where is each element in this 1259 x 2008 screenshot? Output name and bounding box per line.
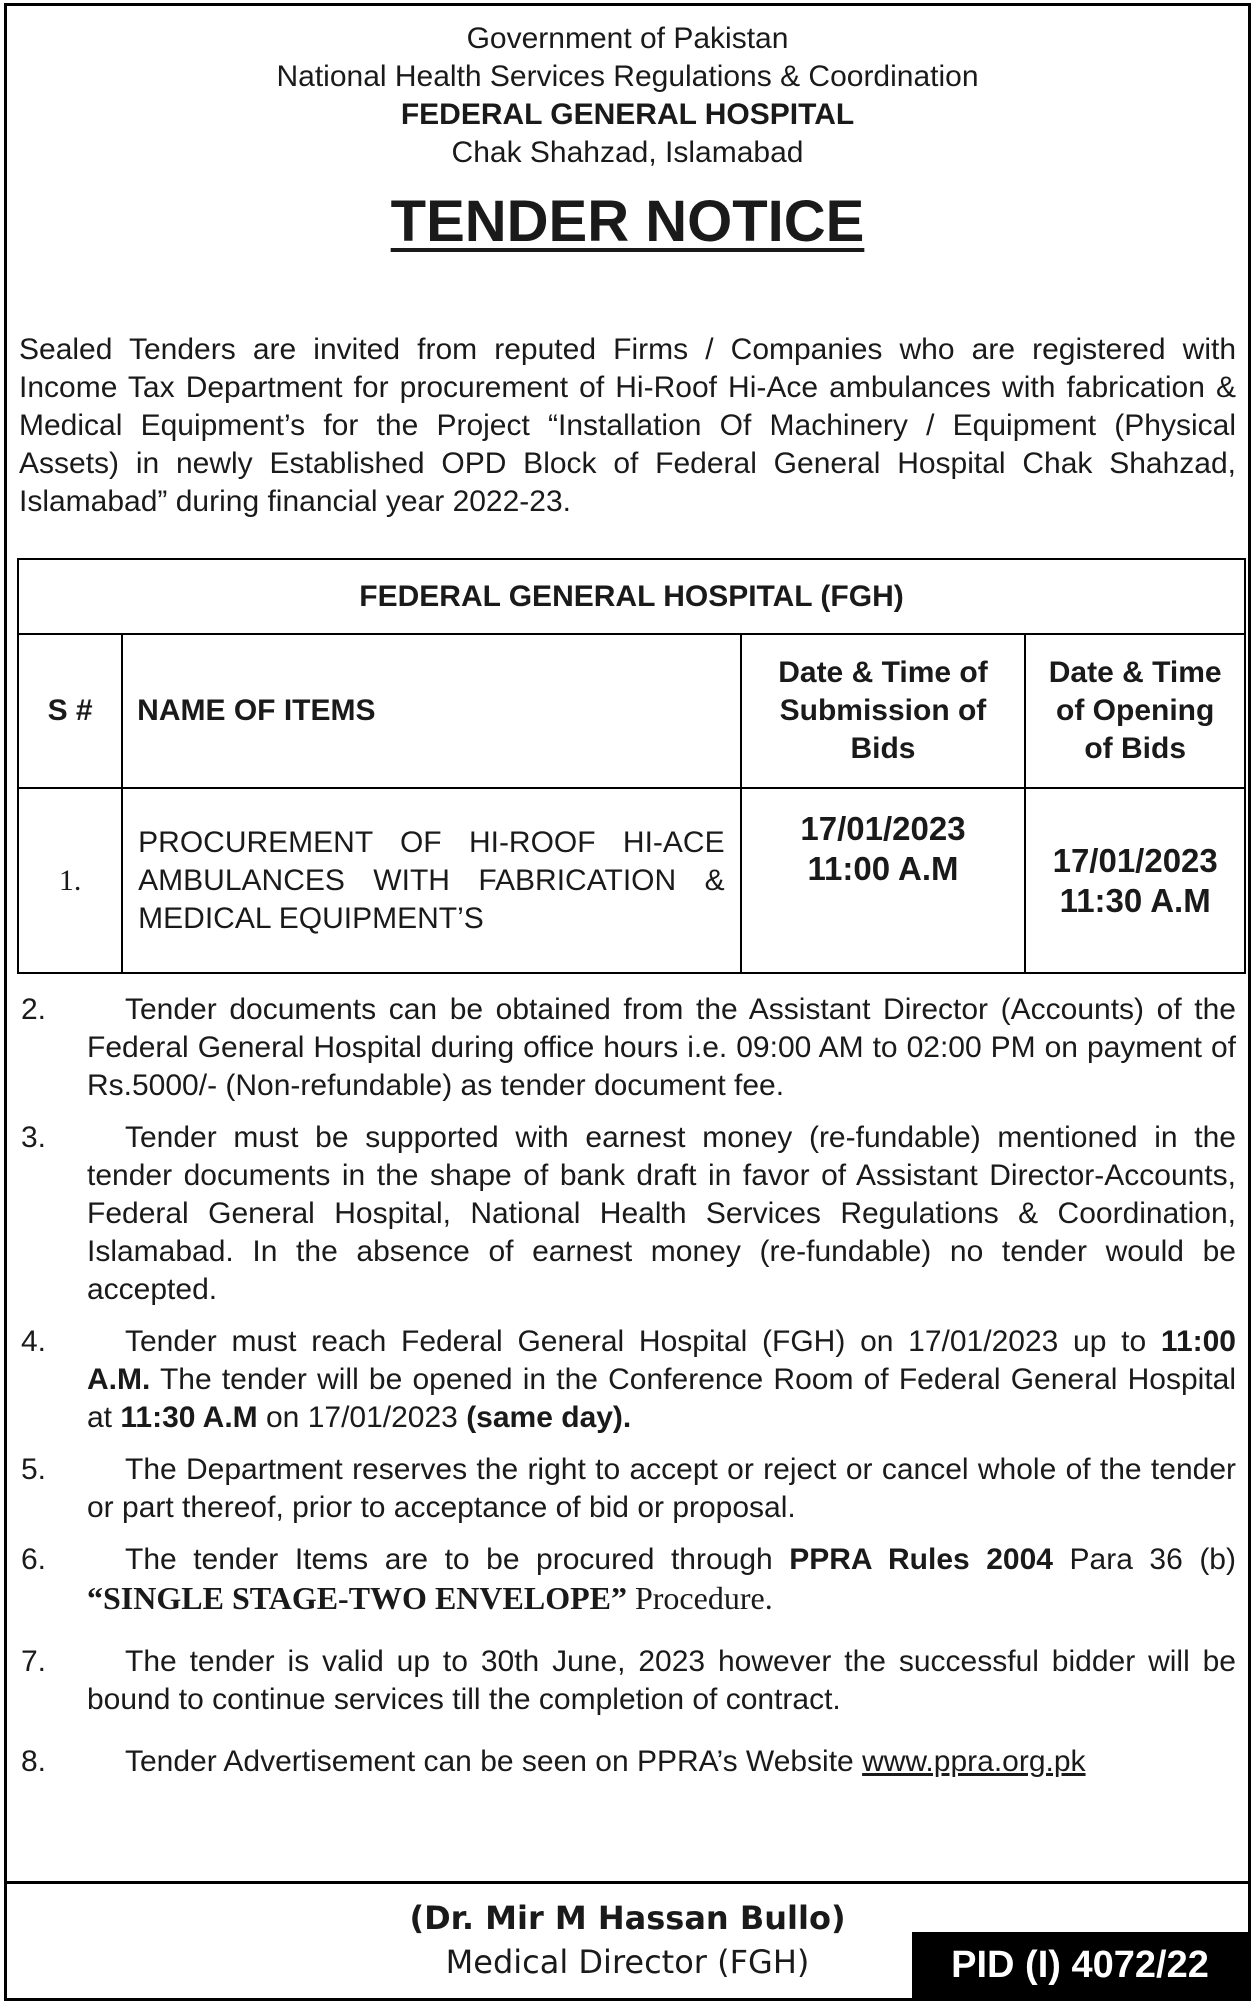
page-title-text: TENDER NOTICE: [390, 189, 865, 254]
list-item: [19, 1323, 1236, 1437]
item-text: Para 36 (b): [1052, 1543, 1236, 1576]
item-number: 3.: [21, 1121, 47, 1154]
letterhead: [7, 20, 1248, 172]
row-opening-cell: [1025, 788, 1245, 973]
hospital-name: FEDERAL GENERAL HOSPITAL: [400, 98, 855, 131]
signatory-designation: Medical Director (FGH): [445, 1943, 810, 1981]
item-text: The Department reserves the right to accept or reject or cancel whole of the tender or part thereof, prior to acceptance of bid or proposal.: [87, 1453, 1236, 1524]
table-caption: FEDERAL GENERAL HOSPITAL (FGH): [18, 559, 1245, 634]
list-item: [19, 1451, 1236, 1527]
opening-time: 11:30 A.M: [1059, 881, 1211, 919]
ministry-line: National Health Services Regulations & Coordination: [276, 60, 979, 93]
government-line: Government of Pakistan: [466, 22, 789, 55]
same-day-note: (same day).: [466, 1401, 632, 1434]
deadline-time: 11:00 A.M.: [87, 1325, 1236, 1396]
footer-divider: [7, 1881, 1248, 1884]
item-text: Procedure.: [626, 1580, 773, 1616]
ppra-rules: PPRA Rules 2004: [789, 1543, 1053, 1576]
signatory-name: (Dr. Mir M Hassan Bullo): [409, 1899, 846, 1937]
opening-time-text: 11:30 A.M: [120, 1401, 258, 1434]
header-submission: Date & Time of Submission of Bids: [741, 634, 1026, 788]
item-number: 2.: [21, 993, 47, 1026]
list-item: [19, 991, 1236, 1105]
terms-list: [19, 991, 1236, 1781]
procedure-name: “SINGLE STAGE-TWO ENVELOPE”: [87, 1580, 627, 1616]
ppra-website-link[interactable]: www.ppra.org.pk: [862, 1745, 1086, 1778]
hospital-location: Chak Shahzad, Islamabad: [451, 136, 804, 169]
header-opening: Date & Time of Opening of Bids: [1025, 634, 1245, 788]
item-text: The tender Items are to be procured through: [125, 1543, 790, 1576]
list-item: [19, 1743, 1236, 1781]
item-text: on 17/01/2023: [257, 1401, 467, 1434]
row-item-text: PROCUREMENT OF HI-ROOF HI-ACE AMBULANCES WITH FABRICATION & MEDICAL EQUIPMENT’S: [138, 825, 725, 935]
table-row: [18, 788, 1245, 973]
intro-paragraph: Sealed Tenders are invited from reputed Firms / Companies who are registered with Income Tax Department for procurement of Hi-Roof Hi-Ace ambulances with fabrication & Medical Equipment’s for the Project “Installation Of Machinery / Equipment (Physical Assets) in newly Established OPD Block of Federal General Hospital Chak Shahzad, Islamabad” during financial year 2022-23.: [19, 333, 1236, 518]
pid-badge: PID (I) 4072/22: [912, 1932, 1248, 1998]
item-number: 5.: [21, 1453, 47, 1486]
row-serial: 1.: [18, 788, 122, 973]
page-title: [7, 188, 1248, 255]
item-number: 8.: [21, 1745, 47, 1778]
list-item: [19, 1119, 1236, 1309]
list-item: [19, 1541, 1236, 1619]
item-number: 7.: [21, 1645, 47, 1678]
item-text: Tender Advertisement can be seen on PPRA’s Website: [125, 1745, 863, 1778]
item-text: Tender must be supported with earnest money (re-fundable) mentioned in the tender documents in the shape of bank draft in favor of Assistant Director-Accounts, Federal General Hospital, National Health Services Regulations & Coordination, Islamabad. In the absence of earnest money (re-fundable) no tender would be accepted.: [87, 1121, 1236, 1306]
opening-date: 17/01/2023: [1052, 841, 1218, 879]
tender-notice-page: [4, 3, 1251, 2001]
items-table: [17, 558, 1246, 974]
item-number: 4.: [21, 1325, 47, 1358]
item-text: The tender is valid up to 30th June, 2023 however the successful bidder will be bound to continue services till the completion of contract.: [87, 1645, 1236, 1716]
row-submission-cell: [741, 788, 1026, 973]
submission-time: 11:00 A.M: [807, 850, 959, 887]
item-number: 6.: [21, 1543, 47, 1576]
item-text: The tender will be opened in the Conference Room of Federal General Hospital at: [87, 1363, 1236, 1434]
item-text: Tender must reach Federal General Hospital (FGH) on 17/01/2023 up to: [125, 1325, 1161, 1358]
list-item: [19, 1643, 1236, 1719]
item-text: Tender documents can be obtained from the Assistant Director (Accounts) of the Federal General Hospital during office hours i.e. 09:00 AM to 02:00 PM on payment of Rs.5000/- (Non-refundable) as tender document fee.: [87, 993, 1236, 1102]
submission-date: 17/01/2023: [800, 810, 966, 847]
row-item-name: [122, 788, 740, 973]
header-serial: S #: [18, 634, 122, 788]
header-item-name: NAME OF ITEMS: [122, 634, 740, 788]
